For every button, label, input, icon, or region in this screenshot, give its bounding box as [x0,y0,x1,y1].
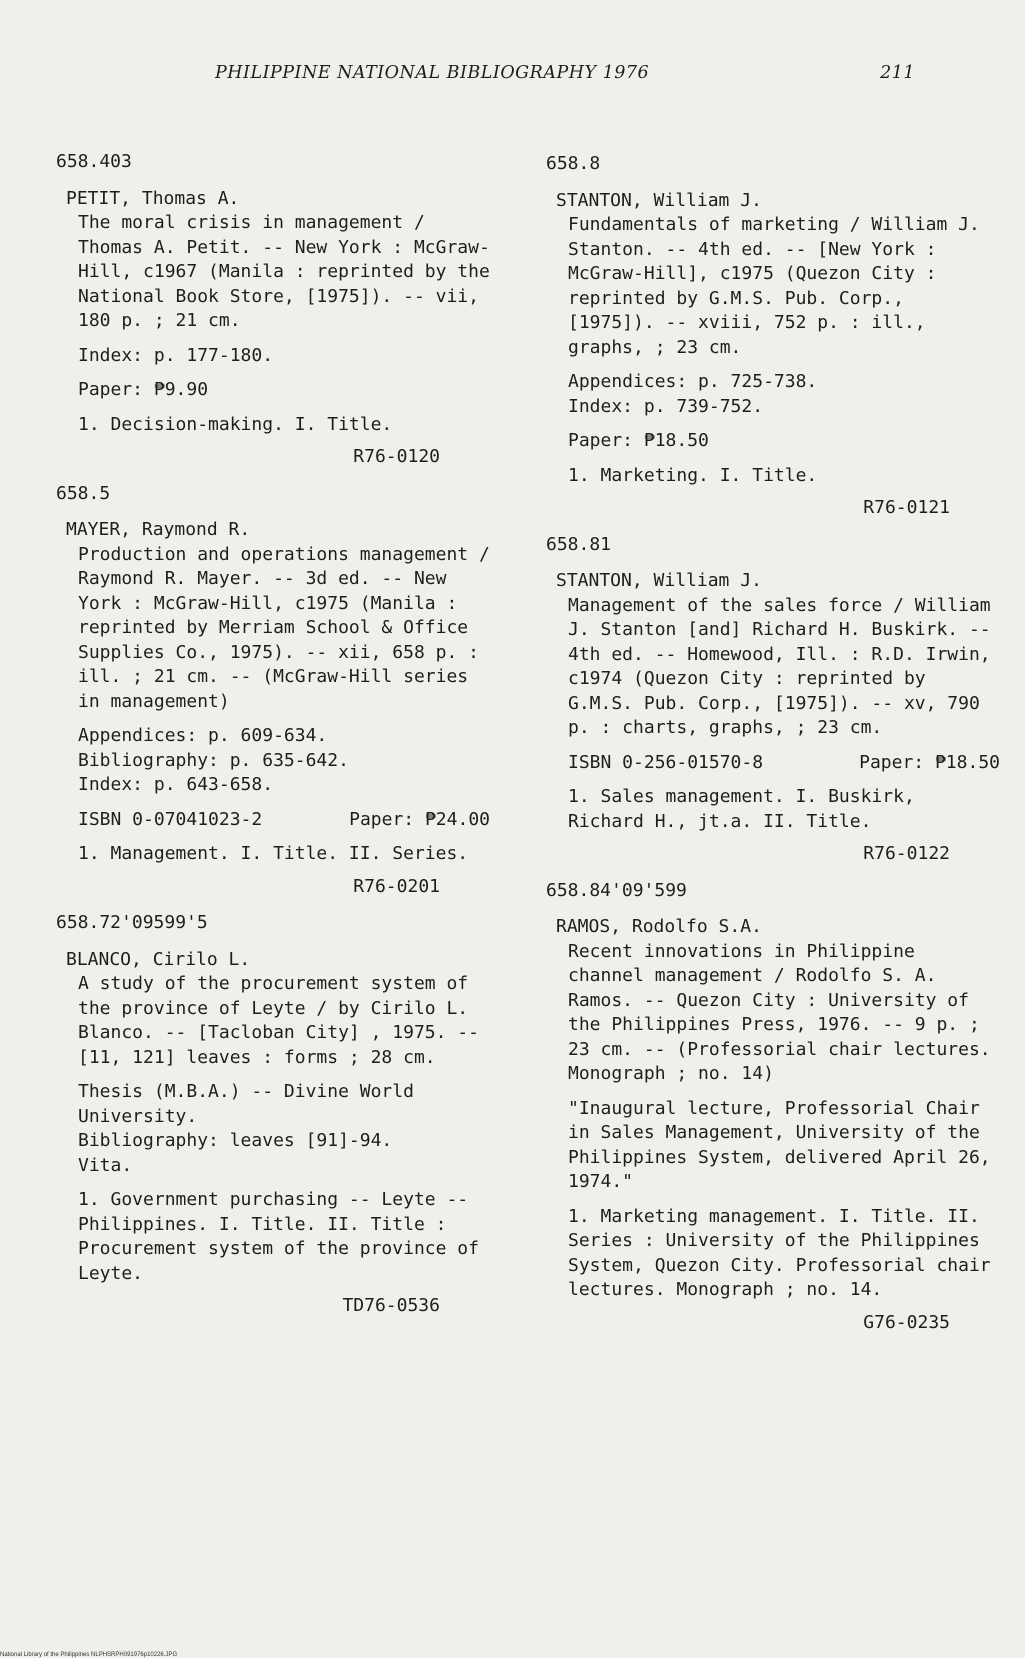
control-number: R76-0201 [353,875,440,897]
class-number: 658.8 [546,153,601,174]
entry-tracing: 1. Management. I. Title. II. Series. [78,843,469,864]
entry-tracing: 1. Marketing management. I. Title. II. Series : University of the Philippines System, Quezon City. Professorial chair lectures. Monograph ; no. 14. [568,1205,991,1300]
right-column [540,152,1000,1347]
scan-footer: National Library of the Philippines NLPHSRPH091976p10226.JPG [0,1652,178,1658]
catalog-entry [540,152,1000,521]
class-number: 658.72'09599'5 [56,912,208,933]
entry-body: The moral crisis in management / Thomas A. Petit. -- New York : McGraw-Hill, c1967 (Manila : reprinted by the National Book Store, [1975]). -- vii, 180 p. ; 21 cm. [78,212,490,331]
class-number: 658.84'09'599 [546,879,687,901]
entry-note: Paper: ₱18.50 [568,430,709,451]
entry-body: Recent innovations in Philippine channel management / Rodolfo S. A. Ramos. -- Quezon City : University of the Philippines Press, 1976. -- 9 p. ; 23 cm. -- (Professorial chair lectures. Monograph ; no. 14) [568,940,991,1084]
control-number: R76-0120 [353,446,440,467]
entry-body: Fundamentals of marketing / William J. Stanton. -- 4th ed. -- [New York : McGraw-Hill], c1975 (Quezon City : reprinted by G.M.S. Pub. Corp., [1975]). -- xviii, 752 p. : ill., graphs, ; 23 cm. [568,214,980,358]
class-number: 658.5 [56,482,111,504]
entry-tracing: 1. Decision-making. I. Title. [78,413,393,435]
entry-note: Index: p. 739-752. [568,395,764,417]
control-number: TD76-0536 [342,1295,440,1316]
entry-body: Production and operations management / Raymond R. Mayer. -- 3d ed. -- New York : McGraw-Hill, c1975 (Manila : reprinted by Merriam School & Office Supplies Co., 1975). -- xii, 658 p. : ill. ; 21 cm. -- (McGraw-Hill series in management) [78,543,490,712]
main-entry-heading: RAMOS, Rodolfo S.A. [556,916,762,937]
catalog-entry [50,911,490,1319]
main-entry-heading: PETIT, Thomas A. [66,187,240,209]
isbn-line [568,751,1000,776]
entry-note: "Inaugural lecture, Professorial Chair in Sales Management, University of the Philippines System, delivered April 26, 1974." [568,1097,991,1192]
main-entry-heading: MAYER, Raymond R. [66,519,251,540]
left-column [50,150,490,1331]
control-number: R76-0122 [863,843,950,864]
page-number: 211 [880,63,915,83]
entry-tracing: 1. Marketing. I. Title. [568,464,818,486]
price: Paper: ₱18.50 [859,751,1000,773]
entry-note: Bibliography: p. 635-642. [78,749,349,771]
control-number: R76-0121 [863,497,950,518]
entry-note: Thesis (M.B.A.) -- Divine World University. [78,1081,414,1127]
entry-body: A study of the procurement system of the province of Leyte / by Cirilo L. Blanco. -- [Tacloban City] , 1975. -- [11, 121] leaves : forms ; 28 cm. [78,973,479,1068]
catalog-entry [540,879,1000,1336]
class-number: 658.403 [56,151,132,172]
main-entry-heading: STANTON, William J. [556,570,762,591]
isbn-line [78,808,490,833]
catalog-entry [50,150,490,470]
isbn: ISBN 0-256-01570-8 [568,751,764,773]
running-head-title: PHILIPPINE NATIONAL BIBLIOGRAPHY 1976 [215,63,650,83]
class-number: 658.81 [546,533,612,555]
price: Paper: ₱24.00 [349,808,490,830]
entry-note: Bibliography: leaves [91]-94. [78,1130,393,1151]
control-number: G76-0235 [863,1311,950,1333]
isbn: ISBN 0-07041023-2 [78,808,263,830]
entry-note: Index: p. 177-180. [78,344,274,366]
entry-tracing: 1. Sales management. I. Buskirk, Richard H., jt.a. II. Title. [568,786,915,832]
entry-note: Paper: ₱9.90 [78,379,209,400]
entry-note: Appendices: p. 609-634. [78,725,328,746]
entry-tracing: 1. Government purchasing -- Leyte -- Philippines. I. Title. II. Title : Procurement system of the province of Leyte. [78,1189,479,1284]
main-entry-heading: STANTON, William J. [556,189,762,211]
entry-note: Vita. [78,1154,133,1176]
entry-note: Index: p. 643-658. [78,774,274,795]
entry-note: Appendices: p. 725-738. [568,371,818,392]
entry-body: Management of the sales force / William J. Stanton [and] Richard H. Buskirk. -- 4th ed. -- Homewood, Ill. : R.D. Irwin, c1974 (Quezon City : reprinted by G.M.S. Pub. Corp., [1975]). -- xv, 790 p. : charts, graphs, ; 23 cm. [568,594,991,738]
catalog-entry [540,533,1000,867]
main-entry-heading: BLANCO, Cirilo L. [66,948,251,970]
catalog-entry [50,482,490,900]
